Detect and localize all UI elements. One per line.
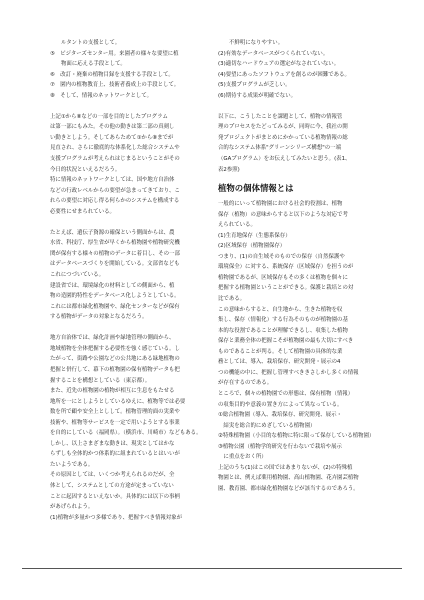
list-item: 物面に応える手段として。: [61, 61, 126, 68]
list-item: (2)有効なデータベースがつくられていない。: [218, 50, 329, 57]
text-line: たとえば、遺伝子資源の確保という側面からは、農: [50, 229, 175, 236]
text-line: ところで、個々の植物園での形態は、保有植物（情報）: [218, 390, 354, 397]
text-line: 把握する植物園ということができる。保護と栽培との対: [218, 285, 354, 292]
list-item: (6)期待する成果が明確でない。: [218, 92, 297, 99]
text-line: 保存（植物）の意味からすると以下のような対応で考: [218, 211, 348, 218]
text-line: その原因としては、いくつか考えられるのだが、全: [50, 472, 175, 479]
text-line: 環境保全）に対する、系統保存（区域保存）を担うのが: [218, 264, 354, 271]
list-item: ③植物公園（植物学的研究を行わないで栽培や展示: [218, 443, 342, 450]
text-line: の収集目的や意義の置き方によって異なっている。: [218, 401, 343, 408]
text-line: 植物園であるが、区域保存もその多くは植物を個々に: [218, 274, 348, 281]
text-line: （GAプログラム）をお伝えしてみたいと思う。(表1、: [218, 156, 351, 163]
text-line: 園、教育園、都市緑化植物園などが該当するのであろう。: [218, 485, 359, 492]
text-line: ことに起因するといえないか。具体的には以下の事柄: [50, 493, 180, 500]
text-line: また、近先の植物園の植物が相互に生息をもたせる: [50, 388, 175, 395]
text-line: たいようである。: [50, 461, 94, 468]
list-item: (1)生育地保存（生態系保存）: [218, 232, 291, 239]
text-line: ものであることが判る。そして植物園の具体的な業: [218, 348, 343, 355]
text-line: 本的な役割であることが理解できるし、収集した植物: [218, 327, 348, 334]
text-line: 理のプロセスをたどってみるが、同時に今、我社の開: [218, 124, 348, 131]
text-line: する植物がデータの対象となるだろう。: [50, 314, 148, 321]
paragraph-1: [50, 112, 206, 175]
paragraph-4: [50, 281, 206, 323]
paragraph-2: [50, 175, 206, 217]
paragraph-7: [50, 439, 206, 471]
text-line: つまり、(1)の自生域そのものでの保存（自然保護や: [218, 253, 345, 260]
text-line: などの行政レベルからの要望が急まってきており、こ: [50, 187, 180, 194]
text-line: この意味からすると、自生地から、生きた植物を収: [218, 306, 343, 313]
list-item: 結実を総合的にめざしている植物園）: [218, 422, 316, 429]
list-item: (5)支援プログラムが乏しい。: [218, 82, 291, 89]
list-roles: [218, 231, 376, 252]
text-line: は第一部にもみた。その他の動きは第二部の真剣し: [50, 124, 175, 131]
list-item: ⑤ ビジターズセンター用。来園者の様々な要望に植: [50, 50, 179, 57]
text-line: これにつづいている。: [50, 272, 104, 279]
text-line: 見直され、さらに徹底的な体系化した総合システムや: [50, 145, 180, 152]
text-line: 必要性にせまられている。: [50, 208, 115, 215]
text-line: 務としては、導入、栽培保存、研究開発・展示の4: [218, 359, 341, 366]
left-column: [50, 38, 206, 523]
paragraph-4: [218, 305, 376, 389]
text-line: 地域植物を全体把握する必要性を強く感じている。し: [50, 345, 180, 352]
text-line: を自的にしている（福岡県）。（横浜市、川崎市）などもある。: [50, 430, 202, 437]
text-line: これには都市緑化植物園や、緑化センターなどが保有: [50, 303, 180, 310]
text-line: 物の造園的特性をデータベース化しようとしている。: [50, 293, 180, 300]
list-item: (1)植物が多量かつ多様であり、把握すべき情報対象が: [50, 514, 183, 521]
text-line: 上記①から⑧などの一部を目的としたプログラム: [50, 113, 168, 120]
text-line: 上記のうち(1)はこの国ではあまりないが、(2)の特殊植: [218, 464, 353, 471]
text-line: 水省、科技庁、厚生省が早くから植物園や植物研究機: [50, 240, 180, 247]
text-line: い動きとしよう。そしてあらためて①から⑧までが: [50, 134, 174, 141]
text-line: があげられよう。: [50, 504, 94, 511]
list-tail: [50, 38, 206, 101]
paragraph-5: [218, 389, 376, 410]
paragraph-2: [218, 199, 376, 231]
text-line: 今日的状況といえるだろう。: [50, 166, 121, 173]
list-continued: [218, 38, 376, 101]
text-line: 保存と業務全体の把握こそが植物園の最も大切にすべき: [218, 338, 354, 345]
text-line: 発プロジェクトがまとめにかかっている植物情報の総: [218, 134, 348, 141]
list-item: (2)区域保存（植物園保存）: [218, 243, 286, 250]
text-line: 特に情報のネットワークとしては、国や地方自治体: [50, 177, 175, 184]
list-types: [218, 410, 376, 463]
text-line: が存在するのである。: [218, 380, 273, 387]
text-line: 関が保有する様々の植物のデータに着目し、その一部: [50, 250, 180, 257]
text-line: 一般的にいって植物園における社会的役割は、植物: [218, 201, 343, 208]
paragraph-8: [50, 470, 206, 512]
list-item: ⑧ そして、情報のネットワークとして。: [50, 92, 153, 99]
text-line: 表2参照): [218, 166, 240, 173]
list-item: ルタントの支援として。: [61, 40, 121, 46]
right-column: [218, 38, 376, 494]
text-line: 地方自治体では、緑化計画や緑地管理の側面から、: [50, 335, 175, 342]
text-line: 比である。: [218, 296, 246, 303]
bottom-rule: [22, 568, 402, 569]
list-item: 不鮮明になりやすい。: [229, 40, 284, 46]
text-line: らずしも全体的かつ体系的に組まれているとはいいが: [50, 451, 180, 458]
text-line: 体として、システムとしての方途が定まっていない: [50, 482, 174, 489]
text-line: 集し、保存（情報化）する行為そのものが植物園の基: [218, 317, 348, 324]
list-item: に重点をおく所）: [218, 454, 267, 461]
paragraph-3: [50, 228, 206, 281]
list-item: ⑥ 改訂・廃棄の植物目録を支援する手段として。: [50, 71, 174, 78]
paragraph-3: [218, 252, 376, 305]
text-line: しかし、以上さまざまな動きは、現実としてはかな: [50, 440, 175, 447]
list-item: (4)要望にあったソフトウェアを創るのが困難である。: [218, 71, 350, 78]
text-line: 数を所で顧や安全上としして。植物管理的面の実業や: [50, 409, 180, 416]
list-start: [50, 513, 206, 524]
list-item: ①総合植物園（導入、栽培保存、研究開発、展示・: [218, 412, 342, 419]
section-heading: 植物の個体情報とは: [218, 183, 294, 194]
paragraph-1: [218, 112, 376, 175]
text-line: たがって、街路や公園などの公共地にある緑地植物の: [50, 356, 180, 363]
paragraph-6: [50, 386, 206, 439]
text-line: 支援プログラムが考えられはじまるということがその: [50, 156, 180, 163]
text-line: 技術や、植物等サービスを一定で用いようとする事業: [50, 419, 180, 426]
text-line: 建設省では、環境緑化の材料としての側面から、植: [50, 282, 175, 289]
text-line: 把握と併行して、幕下の植物園の保有植物データも把: [50, 366, 180, 373]
text-line: 地所を一にとしようとしているゆえに、植物等では必要: [50, 398, 186, 405]
text-line: つの機能の中に、把握し管理すべききさしかし多くの情報: [218, 369, 359, 376]
text-line: 合的なシステム体系"グリーンシリーズ構想"の一端: [218, 145, 341, 152]
list-item: ②特殊植物園（小目的な植物に特に限って保存している植物園）: [218, 433, 375, 440]
text-line: 握することを構想としている（東京都）。: [50, 377, 151, 384]
text-line: 以下に、こうしたことを課題として、植物の情報管: [218, 113, 343, 120]
text-line: 物園とは、例えば薬用植物園、高山植物園、花卉園芸植物: [218, 475, 359, 482]
paragraph-6: [218, 463, 376, 495]
text-line: えられている。: [218, 222, 256, 229]
text-line: れらの要望に対応し得る何らかのシステムを構成する: [50, 198, 180, 205]
paragraph-5: [50, 333, 206, 386]
text-line: はデータベースづくりを開始している。文部省なども: [50, 261, 180, 268]
list-item: ⑦ 園内の植物教育上、技術者養成上の手段として。: [50, 82, 180, 89]
list-item: (3)適切なハードウェアの選定がなされていない。: [218, 61, 340, 68]
